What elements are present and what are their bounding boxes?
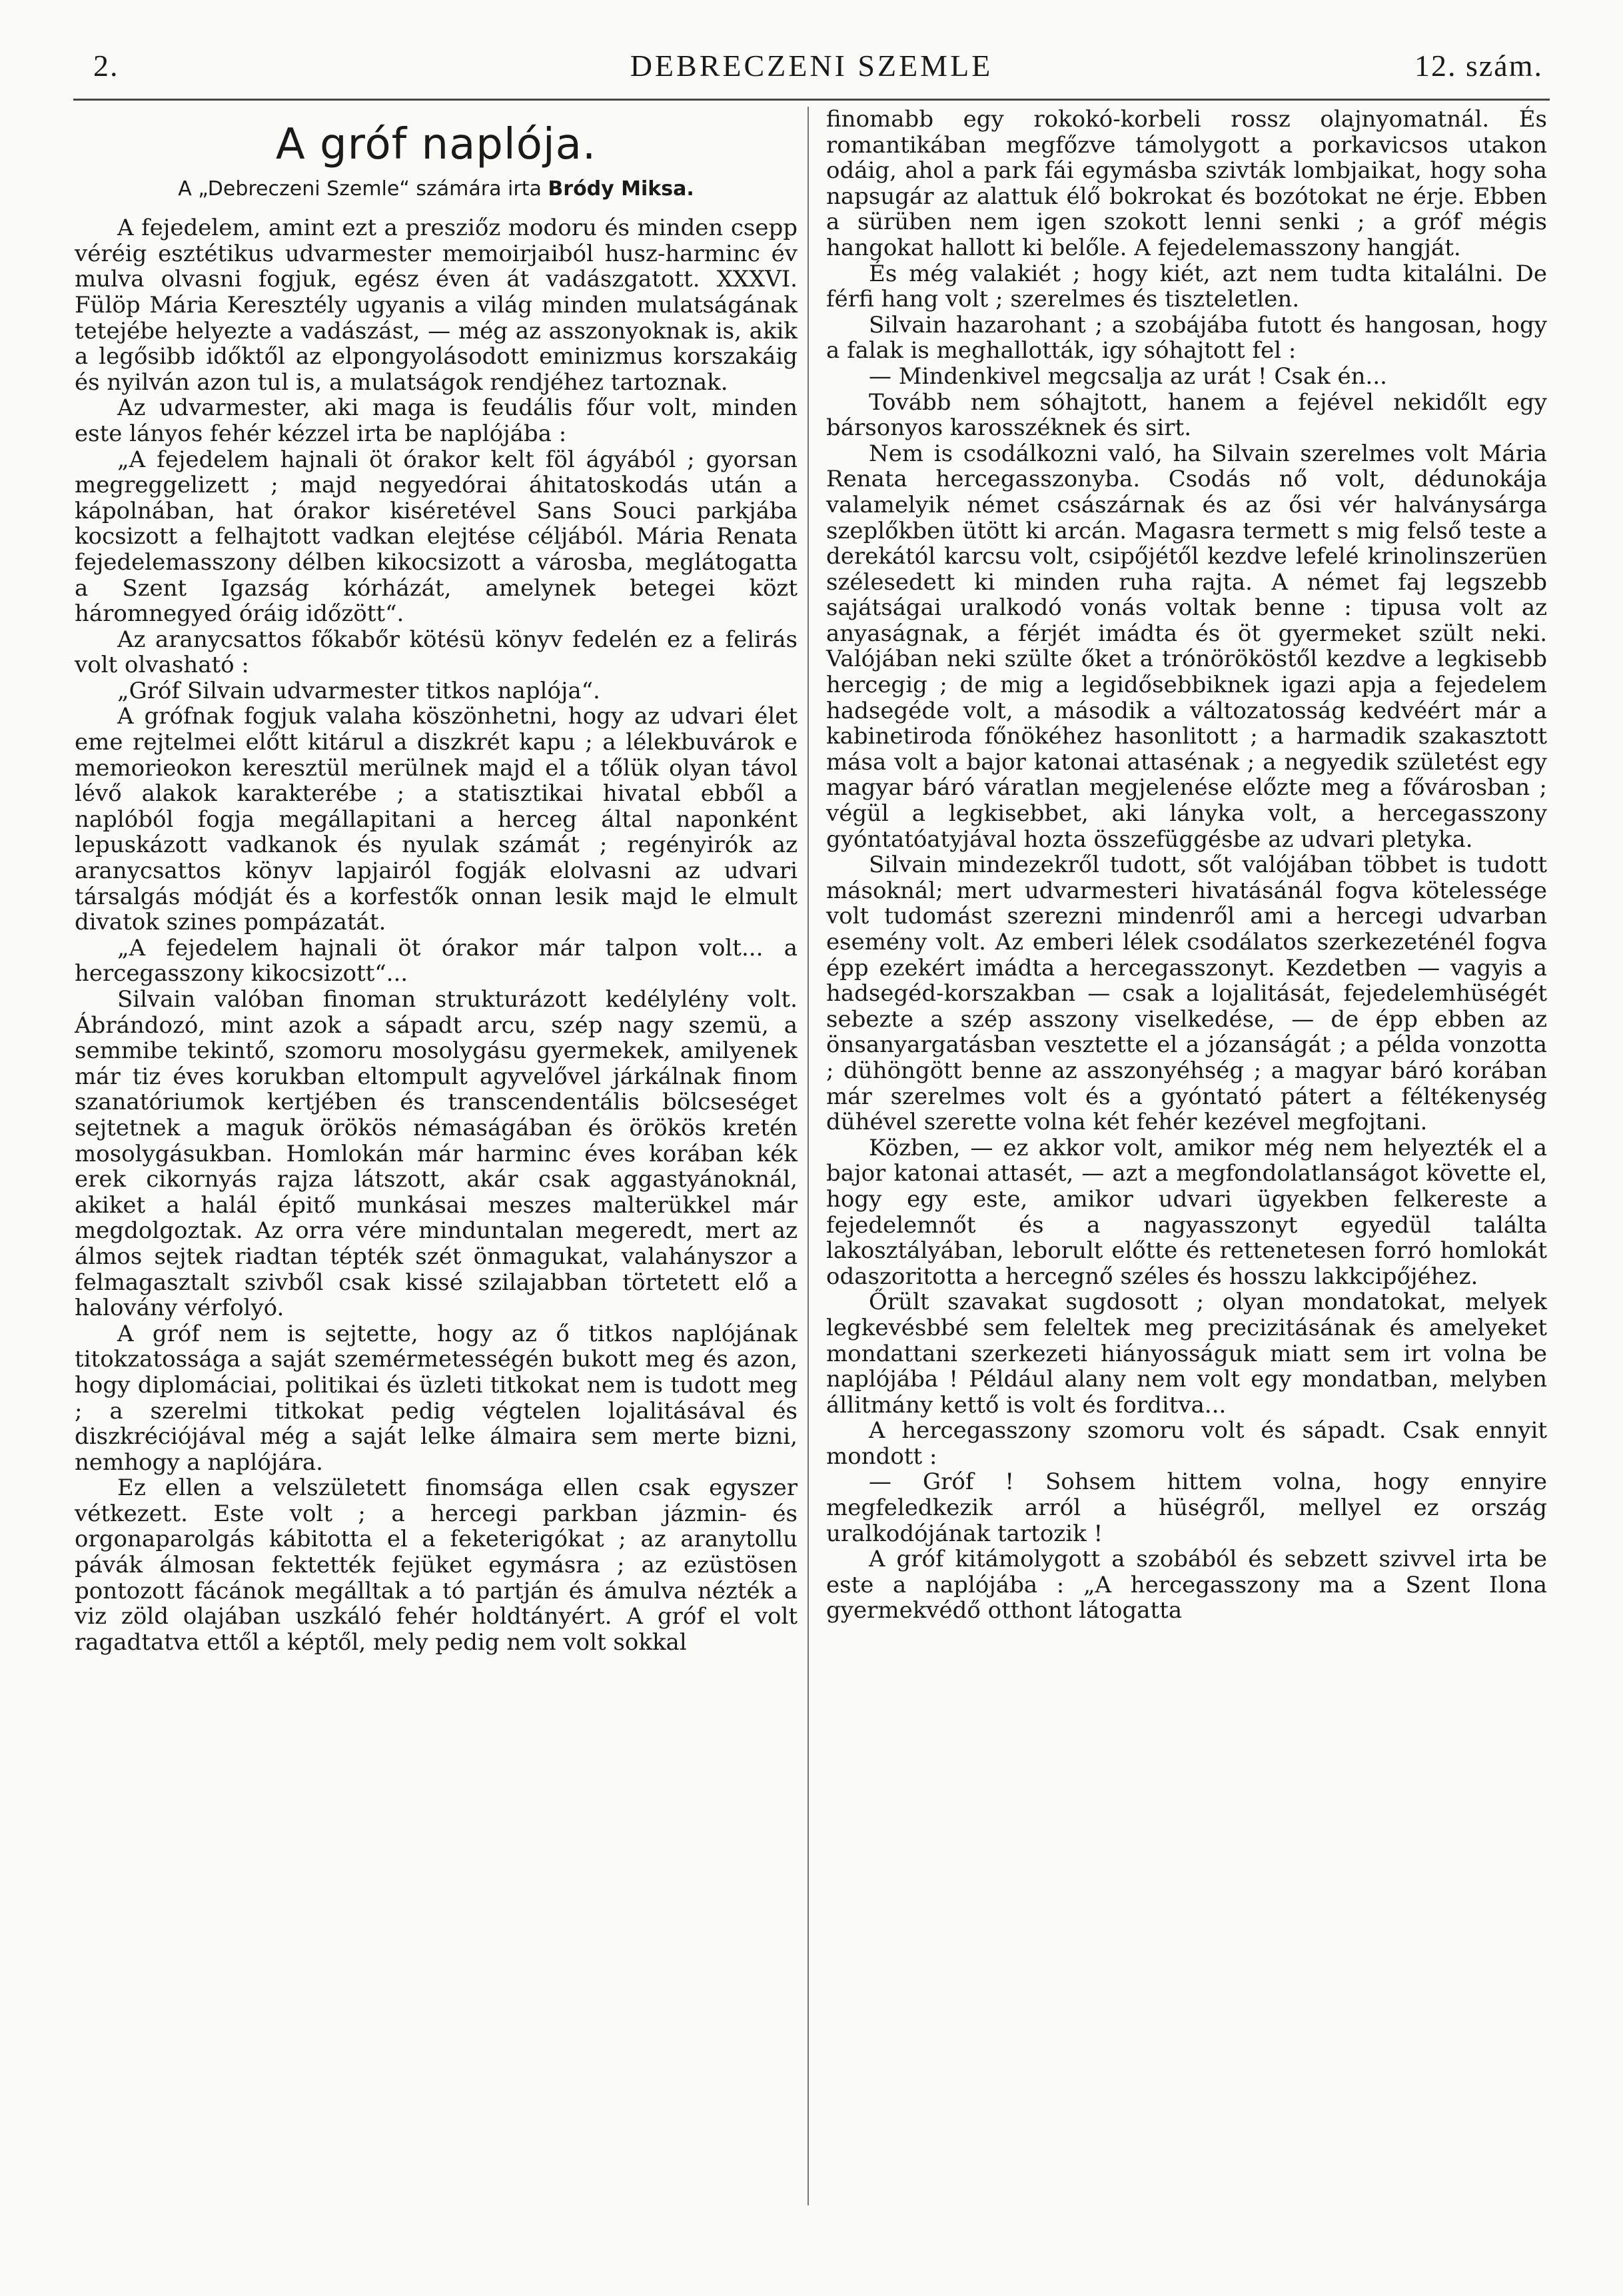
paragraph: Tovább nem sóhajtott, hanem a fejével nekidőlt egy bársonyos karosszéknek és sirt. [826,388,1547,442]
page-number: 2. [93,49,119,83]
paragraph: „A fejedelem hajnali öt órakor már talpon volt... a hercegasszony kikocsizott“... [75,934,798,987]
article-title: A gróf naplója. [275,120,597,169]
paragraph: Nem is csodálkozni való, ha Silvain szerelmes volt Mária Renata hercegasszonyba. Csodás nő volt, dédunokája valamelyik német császárnak és az ősi vér halványsárga szeplőkben ütött ki arcán. Magasra termett s mig felső teste a derekától karcsu volt, csipőjétől kezdve lefelé krinolinszerüen szélesedett ki minden ruha rajta. A német faj legszebb sajátságai uralkodó vonás voltak benne : tipusa volt az anyaságnak, a férjét imádta és öt gyermeket szült neki. Valójában neki szülte őket a trónörököstől kezdve a legkisebb hercegig ; de mig a legidősebbiknek igazi apja a fejedelem hadsegéde volt, a második a változatosság kedvéért már a kabinetiroda főnökéhez hasonlitott ; a harmadik szakasztott mása volt a bajor katonai attasénak ; a negyedik születést egy magyar báró váratlan megjelenése előzte meg a fővárosban ; végül a legkisebbet, aki lánykа volt, a hercegasszony gyóntatóatyjával hozta összefüggésbe az udvari pletyka. [826,440,1547,853]
paragraph: A grófnak fogjuk valaha köszönhetni, hogy az udvari élet eme rejtelmei előtt kitárul a diszkrét kapu ; a lélekbuvárok e memorieokon keresztül merülnek majd el a tőlük olyan távol lévő alakok karakterébe ; a statisztikai hivatal ebből a naplóból fogja megállapitani a herceg által naponként lepuskázott vadkanok és nyulak számát ; regényirók az aranycsattos könyv lapjairól fogják elolvasni az udvari társalgás módját és a korfestők onnan lesik majd le elmult divatok szines pompázatát. [75,703,798,936]
paragraph: — Gróf ! Sohsem hittem volna, hogy ennyire megfeledkezik arról a hüségről, mellyel ez ország uralkodójának tartozik ! [826,1468,1547,1547]
paragraph: „Gróf Silvain udvarmester titkos naplója“. [117,677,600,704]
paragraph: Silvain valóban finoman strukturázott kedélylény volt. Ábrándozó, mint azok a sápadt arcu, szép nagy szemü, a semmibe tekintő, szomoru mosolygásu gyermekek, amilyenek már tiz éves korukban eltompult agyvelővel járkálnak finom szanatóriumok kertjében és transcendentális bölcseséget sejtetnek a maguk örökös némaságában és örökös kretén mosolygásukban. Homlokán már harminc éves korában kék erek cikornyás rajza látszott, akár csak aggastyánoknál, akiket a halál épitő munkásai meszes malterükkel már megdolgoztak. Az orra vére minduntalan megeredt, mert az álmos sejtek riadtan tépték szét önmagukat, valahányszor a felmagasztalt szivből csak kissé szilajabban törtetett elő a halovány vérfolyó. [75,986,798,1322]
right-column [826,107,1547,1624]
paragraph: Az aranycsattos főkabőr kötésü könyv fedelén ez a felirás volt olvasható : [75,626,798,679]
byline-prefix: A „Debreczeni Szemle“ számára irta [178,177,542,201]
page-header [80,48,1543,101]
paragraph: finomabb egy rokokó-korbeli rossz olajnyomatnál. És romantikában megfőzve támolygott a porkavicsos utakon odáig, ahol a park fái egymásba szivták lombjaikat, hogy soha napsugár az alattuk élő bokrokat és bozótokat ne érje. Ebben a sürüben nem igen szokott lenni senki ; a gróf mégis hangokat hallott ki belőle. A fejedelemasszony hangját. [826,106,1547,261]
journal-title: DEBRECZENI SZEMLE [630,49,993,83]
paragraph: „A fejedelem hajnali öt órakor kelt föl ágyából ; gyorsan megreggelizett ; majd negyedórai áhitatoskodás után a kápolnában, hat órakor kiséretével Sans Souci parkjába kocsizott a felhajtott vadkan elejtése céljából. Mária Renata fejedelemasszony délben kikocsizott a városba, meglátogatta a Szent Igazság kórházát, amelynek betegei közt háromnegyed óráig időzött“. [75,446,798,628]
paragraph: És még valakiét ; hogy kiét, azt nem tudta kitalálni. De férfi hang volt ; szerelmes és tiszteletlen. [826,260,1547,313]
paragraph: Őrült szavakat sugdosott ; olyan mondatokat, melyek legkevésbbé sem feleltek meg precizitásának és amelyeket mondattani szerkezeti hiányosságuk miatt sem irt volna be naplójába ! Például alany nem volt egy mondatban, melyben állitmány kettő is volt és forditva... [826,1289,1547,1419]
paragraph: — Mindenkivel megcsalja az urát ! Csak én... [869,362,1387,390]
issue-number: 12. szám. [1414,49,1543,83]
header-rule [73,99,1550,101]
column-divider [808,107,809,2205]
paragraph: Az udvarmester, aki maga is feudális főur volt, minden este lányos fehér kézzel irta be naplójába : [75,394,798,447]
paragraph: Silvain mindezekről tudott, sőt valójában többet is tudott másoknál; mert udvarmesteri hivatásánál fogva kötelessége volt tudomást szerezni mindenről ami a hercegi udvarban esemény volt. Az emberi lélek csodálatos szerkezeténél fogva épp ezekért imádta a hercegasszonyt. Kezdetben — vagyis a hadsegéd-korszakban — csak a lojalitását, fejedelemhüségét sebezte a szép asszony viselkedése, — de épp ebben az önsanyargatásban vesztette el a józanságát ; a példa vonzotta ; dühöngött benne az asszonyéhség ; a magyar báró korában már szerelmes volt és a gyóntató pátert a féltékenység dühével szerette volna két fehér kezével megfojtani. [826,852,1547,1136]
paragraph: A gróf kitámolygott a szobából és sebzett szivvel irta be este a naplójába : „A hercegasszony ma a Szent Ilona gyermekvédő otthont látogatta [826,1546,1547,1624]
left-column [75,107,798,1655]
paragraph: Ez ellen a velszületett finomsága ellen csak egyszer vétkezett. Este volt ; a hercegi parkban jázmin- és orgonaparolgás kábitotta el a feketerigókat ; az aranytollu pávák álmosan fektették fejüket egymásra ; az ezüstösen pontozott fácánok megálltak a tó partján és ámulva nézték a viz zöld olajában uszkáló fehér holdtányért. A gróf el volt ragadtatva ettől a képtől, mely pedig nem volt sokkal [75,1474,798,1656]
paragraph: Közben, — ez akkor volt, amikor még nem helyezték el a bajor katonai attasét, — azt a megfondolatlanságot követte el, hogy egy este, amikor udvari ügyekben felkereste a fejedelemnőt és a nagyasszonyt egyedül találta lakosztályában, leborult előtte és rettenetesen forró homlokát odaszoritotta a hercegnő széles és hosszu lakkcipőjéhez. [826,1134,1547,1290]
author-name: Bródy Miksa. [548,177,694,201]
paragraph: Silvain hazarohant ; a szobájába futott és hangosan, hogy a falak is meghallották, igy sóhajtott fel : [826,311,1547,364]
paragraph: A hercegasszony szomoru volt és sápadt. Csak ennyit mondott : [826,1417,1547,1470]
paragraph: A fejedelem, amint ezt a presziőz modoru és minden csepp véréig esztétikus udvarmester memoirjaiból husz-harminc év mulva olvasni fogjuk, egész éven át vadászgatott. XXXVI. Fülöp Mária Keresztély ugyanis a világ minden mulatságának tetejébe helyezte a vadászást, — még az asszonyoknak is, akik a legősibb időktől az elpongyolásodott eminizmus korszakáig és nyilván azon tul is, a mulatságok rendjéhez tartoznak. [75,215,798,396]
paragraph: A gróf nem is sejtette, hogy az ő titkos naplójának titokzatossága a saját szemérmetességén bukott meg és azon, hogy diplomáciai, politikai és üzleti titkokat nem is tudott meg ; a szerelmi titkokat pedig végtelen lojalitásával és diszkréciójával még a saját lelke álmaira sem merte bizni, nemhogy a naplójára. [75,1320,798,1476]
byline [75,177,798,203]
